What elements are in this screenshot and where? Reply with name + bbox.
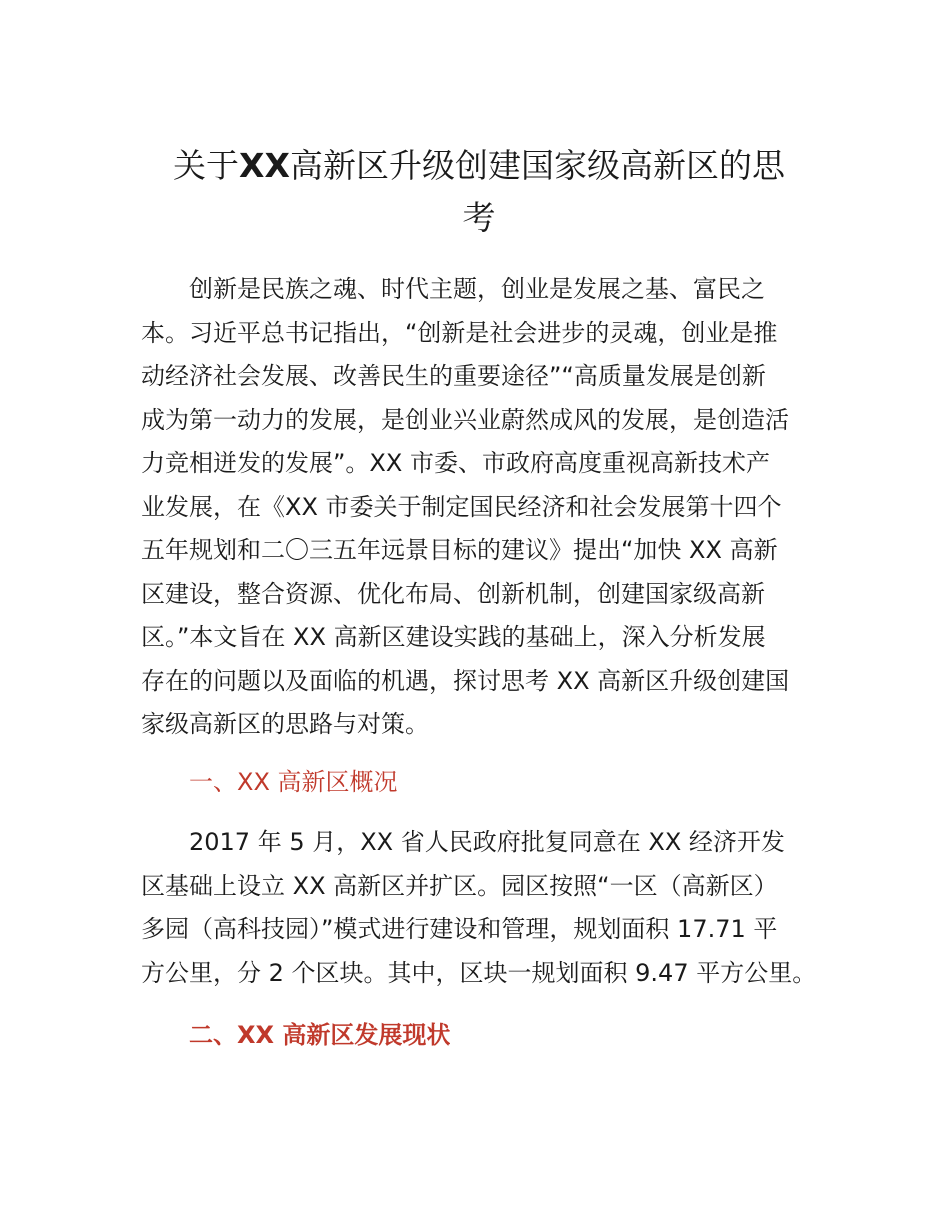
section-1-heading: 一、XX 高新区概况 <box>189 768 398 796</box>
paragraph-line: 多园（高科技园）”模式进行建设和管理，规划面积 17.71 平 <box>141 915 778 943</box>
paragraph-line: 创新是民族之魂、时代主题，创业是发展之基、富民之 <box>189 275 765 303</box>
title-line-1 <box>140 140 818 192</box>
paragraph-line: 方公里，分 2 个区块。其中，区块一规划面积 9.47 平方公里。 <box>141 958 817 987</box>
section-1-paragraph <box>141 821 821 995</box>
paragraph-line: 2017 年 5 月，XX 省人民政府批复同意在 XX 经济开发 <box>189 828 785 856</box>
document-title <box>140 140 818 244</box>
paragraph-line: 动经济社会发展、改善民生的重要途径”“高质量发展是创新 <box>141 362 766 390</box>
paragraph-line: 家级高新区的思路与对策。 <box>141 710 429 738</box>
paragraph-line: 区。”本文旨在 XX 高新区建设实践的基础上，深入分析发展 <box>141 623 766 651</box>
paragraph-line: 力竞相迸发的发展”。XX 市委、市政府高度重视高新技术产 <box>141 449 770 477</box>
section-2-heading: 二、XX 高新区发展现状 <box>189 1021 451 1049</box>
paragraph-line: 五年规划和二〇三五年远景目标的建议》提出“加快 XX 高新 <box>141 536 778 564</box>
paragraph-line: 存在的问题以及面临的机遇，探讨思考 XX 高新区升级创建国 <box>141 666 790 695</box>
title-line-2: 考 <box>462 198 496 237</box>
title-prefix: 关于 <box>173 146 240 185</box>
paragraph-line: 区基础上设立 XX 高新区并扩区。园区按照“一区（高新区） <box>141 871 778 900</box>
paragraph-line: 本。习近平总书记指出，“创新是社会进步的灵魂，创业是推 <box>141 318 778 347</box>
paragraph-line: 业发展，在《XX 市委关于制定国民经济和社会发展第十四个 <box>141 492 782 521</box>
title-bold-xx: XX <box>239 146 290 185</box>
intro-paragraph <box>141 268 821 747</box>
paragraph-line: 区建设，整合资源、优化布局、创新机制，创建国家级高新 <box>141 579 765 608</box>
title-suffix: 高新区升级创建国家级高新区的思 <box>289 146 785 185</box>
paragraph-line: 成为第一动力的发展，是创业兴业蔚然成风的发展，是创造活 <box>141 405 789 434</box>
